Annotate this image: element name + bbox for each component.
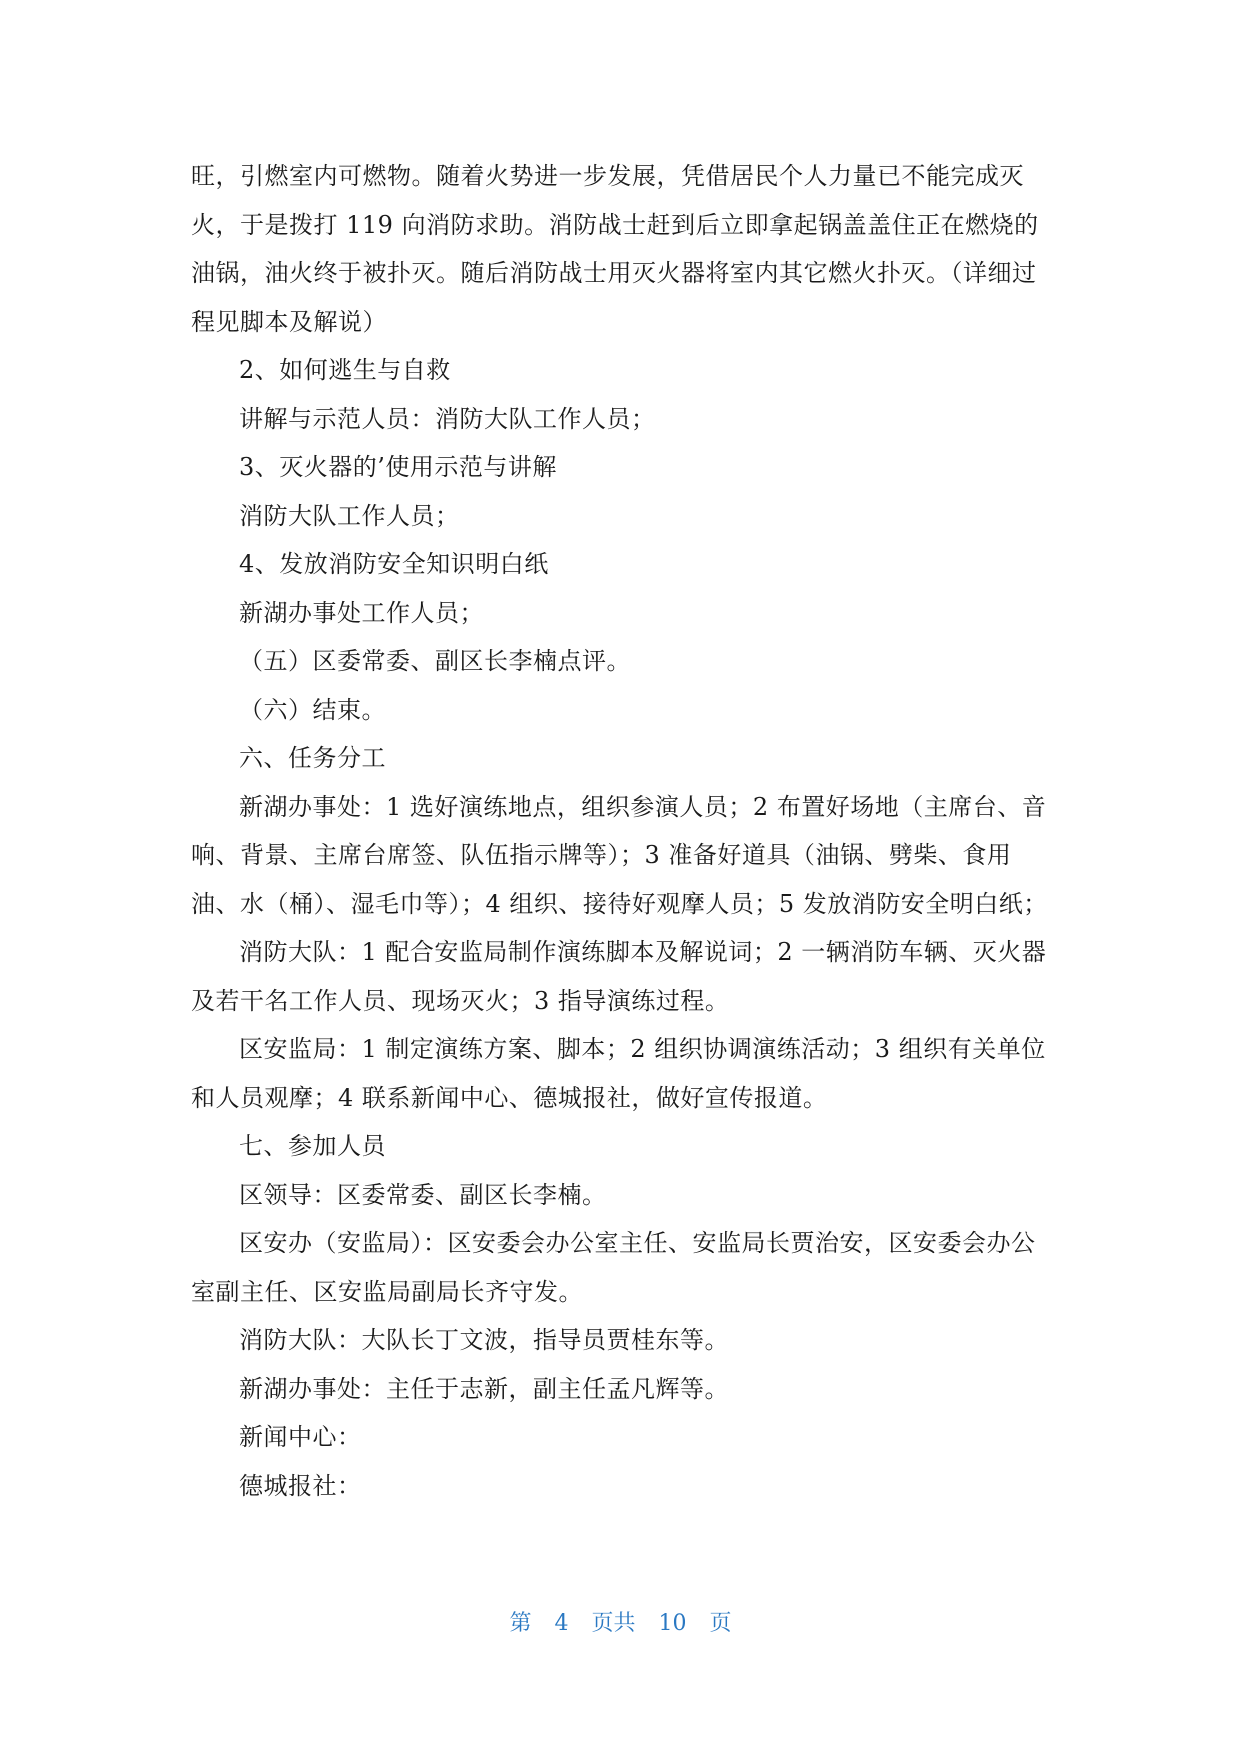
body-line: 区安监局：1 制定演练方案、脚本；2 组织协调演练活动；3 组织有关单位 (239, 1035, 1046, 1063)
body-line: 新湖办事处：主任于志新，副主任孟凡辉等。 (239, 1374, 729, 1403)
body-line: 新湖办事处工作人员； (239, 598, 484, 627)
body-line: 消防大队：大队长丁文波，指导员贾桂东等。 (239, 1326, 729, 1354)
body-line: 火，于是拨打 119 向消防求助。消防战士赶到后立即拿起锅盖盖住正在燃烧的 (191, 210, 1039, 239)
body-line: 3、灭火器的’使用示范与讲解 (239, 453, 557, 481)
footer-prefix: 第 (509, 1611, 532, 1636)
body-line: 区领导：区委常委、副区长李楠。 (239, 1180, 607, 1209)
body-line: 讲解与示范人员：消防大队工作人员； (239, 404, 656, 433)
footer-total-pages: 10 (658, 1611, 687, 1636)
body-line: 区安办（安监局）：区安委会办公室主任、安监局长贾治安，区安委会办公 (239, 1229, 1036, 1257)
body-line: 消防大队：1 配合安监局制作演练脚本及解说词；2 一辆消防车辆、灭火器 (239, 938, 1047, 966)
body-line: 2、如何逃生与自救 (239, 356, 451, 384)
body-line: 4、发放消防安全知识明白纸 (239, 550, 549, 578)
document-body (191, 152, 1056, 1510)
body-line: 和人员观摩；4 联系新闻中心、德城报社，做好宣传报道。 (191, 1083, 828, 1112)
body-line: 六、任务分工 (239, 744, 386, 772)
body-line: 旺，引燃室内可燃物。随着火势进一步发展，凭借居民个人力量已不能完成灭 (191, 162, 1024, 190)
body-line: 响、背景、主席台席签、队伍指示牌等）；3 准备好道具（油锅、劈柴、食用 (191, 841, 1012, 869)
body-line: 程见脚本及解说） (191, 307, 387, 336)
footer-current-page: 4 (554, 1611, 569, 1636)
body-line: 及若干名工作人员、现场灭火；3 指导演练过程。 (191, 986, 730, 1015)
body-line: 新闻中心： (239, 1423, 362, 1451)
body-line: 德城报社： (239, 1471, 362, 1500)
body-line: 七、参加人员 (239, 1132, 386, 1160)
page-footer (0, 1606, 1241, 1637)
body-line: （六）结束。 (239, 695, 386, 724)
body-line: 新湖办事处：1 选好演练地点，组织参演人员；2 布置好场地（主席台、音 (239, 792, 1047, 821)
footer-middle: 页共 (591, 1611, 636, 1636)
body-line: 油锅，油火终于被扑灭。随后消防战士用灭火器将室内其它燃火扑灭。（详细过 (191, 259, 1037, 287)
footer-suffix: 页 (709, 1611, 732, 1636)
body-line: 油、水（桶）、湿毛巾等）；4 组织、接待好观摩人员；5 发放消防安全明白纸； (191, 889, 1048, 918)
body-line: （五）区委常委、副区长李楠点评。 (239, 647, 631, 675)
body-line: 室副主任、区安监局副局长齐守发。 (191, 1277, 583, 1306)
body-line: 消防大队工作人员； (239, 501, 460, 530)
